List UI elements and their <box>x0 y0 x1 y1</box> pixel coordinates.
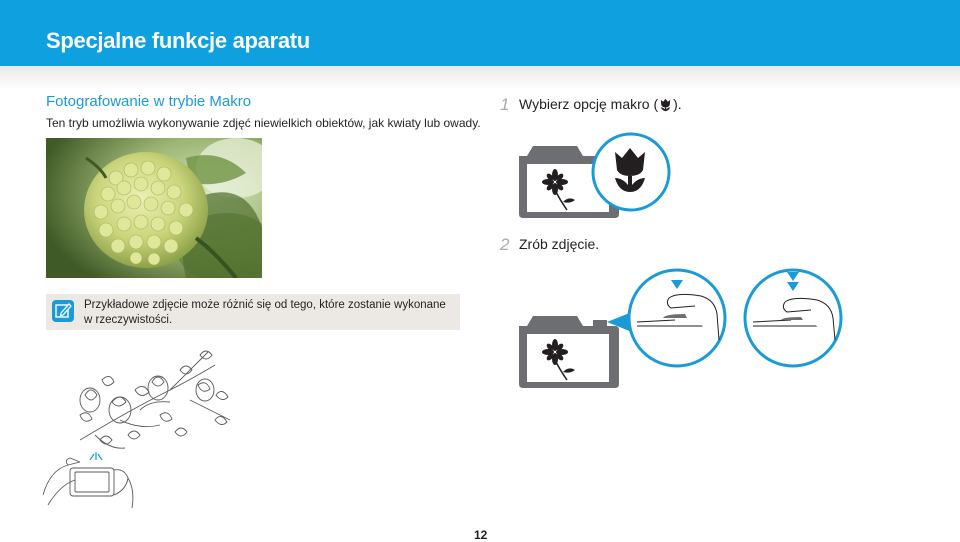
macro-illustration-sketch <box>40 340 240 510</box>
step-2-text: Zrób zdjęcie. <box>519 236 600 252</box>
step-1-text-before: Wybierz opcję makro ( <box>519 96 659 112</box>
macro-tulip-icon <box>658 97 673 112</box>
step-1-text <box>519 96 682 112</box>
half-press-circle <box>629 270 725 366</box>
camera-front-icon <box>519 316 619 388</box>
step-1-number: 1 <box>500 95 510 114</box>
note-text: Przykładowe zdjęcie może różnić się od tego, które zostanie wykonane w rzeczywistości. <box>84 299 446 326</box>
step-1-text-after: ). <box>673 96 682 112</box>
step-2-number: 2 <box>500 235 510 254</box>
section-title: Fotografowanie w trybie Makro <box>46 93 252 110</box>
note-pencil-icon <box>52 300 74 322</box>
page-title: Specjalne funkcje aparatu <box>46 28 310 53</box>
shutter-press-illustration <box>515 262 845 392</box>
page-number: 12 <box>474 528 488 542</box>
full-press-circle <box>745 270 841 366</box>
section-description: Ten tryb umożliwia wykonywanie zdjęć niewielkich obiektów, jak kwiaty lub owady. <box>46 116 481 130</box>
note-box <box>46 294 460 330</box>
header-shadow <box>0 66 960 90</box>
sample-photo-hydrangea <box>46 138 262 278</box>
camera-macro-mode-illustration <box>515 132 680 222</box>
page-header <box>0 0 960 66</box>
